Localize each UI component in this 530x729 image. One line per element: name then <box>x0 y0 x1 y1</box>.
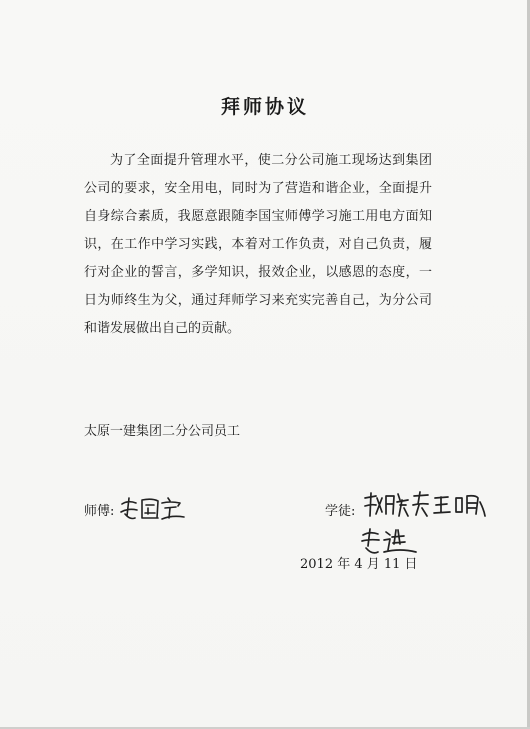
company-name: 太原一建集团二分公司员工 <box>84 424 241 439</box>
student-signature-2 <box>432 492 488 518</box>
teacher-signature <box>118 494 188 524</box>
teacher-label: 师傅: <box>84 504 115 519</box>
document-title: 拜师协议 <box>220 96 309 118</box>
signing-date: 2012 年 4 月 11 日 <box>300 557 418 572</box>
agreement-body: 为了全面提升管理水平，使二分公司施工现场达到集团公司的要求，安全用电，同时为了营造和谐企业，全面提升自身综合素质，我愿意跟随李国宝师傅学习施工用电方面知识，在工作中学习实践，本着对工作负责，对自己负责，履行对企业的誓言，多学知识，报效企业，以感恩的态度，一日为师终生为父，通过拜师学习来充实完善自己，为分公司和谐发展做出自己的贡献。 <box>84 153 432 336</box>
student-label: 学徒: <box>325 504 356 519</box>
student-signature-1 <box>362 490 432 520</box>
